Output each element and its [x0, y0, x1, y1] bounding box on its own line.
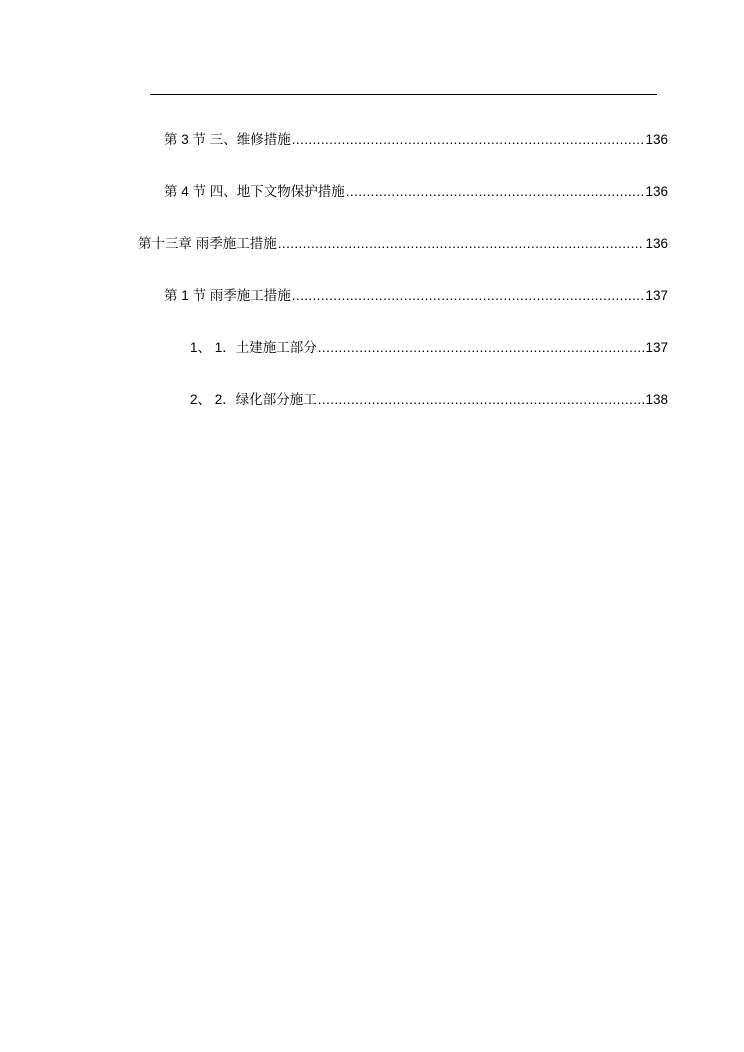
- toc-entry-label: 第十三章 雨季施工措施: [138, 236, 277, 251]
- toc-dot-leader: [292, 287, 645, 305]
- toc-page-number: 136: [645, 236, 668, 251]
- toc-page-number: 136: [645, 184, 668, 199]
- toc-dot-leader: [318, 339, 645, 357]
- toc-page-number: 138: [645, 392, 668, 407]
- toc-entry-chapter-13[interactable]: [138, 235, 668, 253]
- toc-entry-label: 第 4 节 四、地下文物保护措施: [164, 184, 345, 199]
- toc-dot-leader: [346, 183, 645, 201]
- toc-entry-section-3[interactable]: [164, 131, 668, 149]
- toc-dot-leader: [292, 131, 645, 149]
- toc-dot-leader: [278, 235, 645, 253]
- toc-entry-label: 第 3 节 三、维修措施: [164, 132, 291, 147]
- toc-page-number: 136: [645, 132, 668, 147]
- toc-entry-label: 2、 2．绿化部分施工: [190, 392, 317, 407]
- toc-entry-label: 第 1 节 雨季施工措施: [164, 288, 291, 303]
- toc-entry-item-2[interactable]: [190, 391, 668, 409]
- toc-entry-item-1[interactable]: [190, 339, 668, 357]
- toc-entry-section-1[interactable]: [164, 287, 668, 305]
- toc-page-number: 137: [645, 288, 668, 303]
- toc-entry-label: 1、 1．土建施工部分: [190, 340, 317, 355]
- header-rule: [150, 94, 657, 95]
- toc-page-number: 137: [645, 340, 668, 355]
- toc-dot-leader: [318, 391, 645, 409]
- toc-entry-section-4[interactable]: [164, 183, 668, 201]
